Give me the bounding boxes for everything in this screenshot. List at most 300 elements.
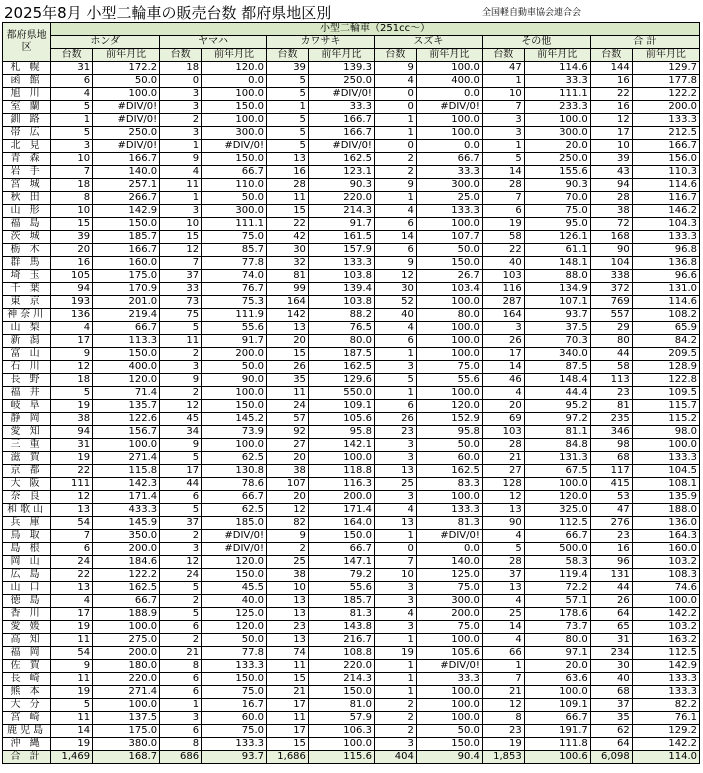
pref-name: 岩 手 [3,166,51,179]
yoy-cell: 380.0 [93,738,160,751]
yoy-cell: 131.0 [632,283,699,296]
yoy-cell: 133.3 [632,231,699,244]
yoy-cell: 115.6 [308,751,374,764]
units-cell: 11 [267,192,309,205]
units-cell: 19 [51,621,93,634]
units-cell: 22 [590,88,632,101]
units-cell: 16 [267,166,309,179]
units-cell: 104 [590,257,632,270]
maker-header: カワサキ [267,36,375,49]
yoy-cell: 103.4 [416,283,482,296]
units-cell: 7 [482,101,524,114]
units-cell: 8 [51,192,93,205]
yoy-cell: 325.0 [524,504,590,517]
units-cell: 287 [482,296,524,309]
units-cell: 26 [590,595,632,608]
units-cell: 3 [482,127,524,140]
units-cell: 24 [267,400,309,413]
yoy-cell: 162.5 [93,582,160,595]
yoy-header: 前年月比 [416,49,482,62]
yoy-cell: 133.3 [202,738,267,751]
units-cell: 16 [590,75,632,88]
yoy-cell: 96.6 [632,270,699,283]
yoy-cell: 95.8 [416,426,482,439]
pref-name: 栃 木 [3,244,51,257]
units-cell: 18 [51,374,93,387]
yoy-cell: 84.2 [632,335,699,348]
yoy-cell: 108.3 [632,569,699,582]
pref-name: 福 島 [3,218,51,231]
units-cell: 28 [482,439,524,452]
yoy-cell: 191.7 [524,725,590,738]
yoy-cell: 161.5 [308,231,374,244]
yoy-cell: 100.0 [202,439,267,452]
units-cell: 37 [160,270,202,283]
units-cell: 20 [482,400,524,413]
units-cell: 81 [590,400,632,413]
units-cell: 13 [482,504,524,517]
units-cell: 9 [51,348,93,361]
yoy-cell: 57.1 [524,595,590,608]
pref-name: 香 川 [3,608,51,621]
units-cell: 30 [374,283,416,296]
yoy-cell: 109.5 [632,387,699,400]
units-cell: 2 [374,699,416,712]
units-cell: 4 [482,387,524,400]
units-cell: 1 [160,140,202,153]
yoy-cell: 166.7 [632,140,699,153]
yoy-cell: 91.7 [202,335,267,348]
yoy-cell: 162.5 [308,361,374,374]
units-cell: 0 [374,88,416,101]
units-cell: 1 [374,673,416,686]
units-cell: 6 [51,75,93,88]
units-cell: 42 [267,231,309,244]
total-row [3,751,700,764]
units-cell: 13 [267,322,309,335]
yoy-cell: 115.7 [632,400,699,413]
pref-name: 滋 賀 [3,452,51,465]
pref-name: 青 森 [3,153,51,166]
units-cell: 25 [482,608,524,621]
table-row [3,335,700,348]
table-row [3,322,700,335]
units-cell: 13 [51,582,93,595]
yoy-cell: 100.0 [202,114,267,127]
units-cell: 99 [267,283,309,296]
units-cell: 4 [482,634,524,647]
yoy-cell: 116.7 [632,192,699,205]
units-cell: 1,686 [267,751,309,764]
yoy-cell: 100.0 [416,686,482,699]
yoy-cell: 104.5 [632,465,699,478]
table-row [3,62,700,75]
yoy-cell: #DIV/0! [308,140,374,153]
table-row [3,192,700,205]
units-cell: 72 [590,218,632,231]
table-row [3,140,700,153]
yoy-cell: 33.3 [308,101,374,114]
pref-name: 福 岡 [3,647,51,660]
units-cell: 16 [51,257,93,270]
table-row [3,257,700,270]
yoy-cell: 271.4 [93,686,160,699]
units-cell: 24 [51,556,93,569]
units-cell: 346 [590,426,632,439]
yoy-cell: 177.8 [632,75,699,88]
pref-name: 兵 庫 [3,517,51,530]
yoy-cell: #DIV/0! [308,88,374,101]
units-cell: 30 [590,660,632,673]
yoy-cell: 139.4 [308,283,374,296]
units-cell: 7 [51,530,93,543]
units-cell: 10 [51,153,93,166]
yoy-cell: 108.1 [632,478,699,491]
table-row [3,270,700,283]
units-cell: 1,853 [482,751,524,764]
pref-name: 京 都 [3,465,51,478]
units-cell: 117 [590,465,632,478]
yoy-cell: 128.9 [632,361,699,374]
table-row [3,231,700,244]
units-cell: 26 [374,413,416,426]
yoy-cell: 180.0 [93,660,160,673]
yoy-cell: 119.4 [524,569,590,582]
yoy-cell: 100.0 [416,634,482,647]
units-cell: 20 [267,452,309,465]
units-header: 台数 [267,49,309,62]
yoy-cell: 122.2 [632,88,699,101]
units-cell: 5 [160,582,202,595]
units-cell: 3 [160,127,202,140]
yoy-cell: 111.1 [524,88,590,101]
units-cell: 12 [51,491,93,504]
units-cell: 39 [590,153,632,166]
pref-name: 三 重 [3,439,51,452]
table-row [3,530,700,543]
units-cell: 17 [51,608,93,621]
yoy-cell: 26.7 [416,270,482,283]
units-cell: 5 [482,543,524,556]
pref-name: 愛 知 [3,426,51,439]
yoy-cell: 184.6 [93,556,160,569]
units-cell: 94 [51,426,93,439]
pref-name: 大 分 [3,699,51,712]
yoy-cell: 60.0 [202,712,267,725]
yoy-cell: #DIV/0! [93,114,160,127]
yoy-cell: #DIV/0! [416,101,482,114]
units-cell: 12 [482,491,524,504]
units-cell: 23 [590,387,632,400]
units-cell: 19 [51,452,93,465]
units-cell: 34 [160,426,202,439]
units-cell: 3 [482,322,524,335]
yoy-cell: 44.4 [524,387,590,400]
units-cell: 12 [160,556,202,569]
units-cell: 96 [590,556,632,569]
yoy-cell: 133.3 [632,452,699,465]
units-cell: 12 [51,361,93,374]
maker-header: その他 [482,36,590,49]
yoy-cell: 0.0 [416,88,482,101]
yoy-cell: 97.1 [524,647,590,660]
yoy-cell: 300.0 [202,127,267,140]
pref-name: 奈 良 [3,491,51,504]
yoy-cell: 150.0 [202,101,267,114]
units-cell: 28 [267,179,309,192]
yoy-cell: 105.6 [308,413,374,426]
units-cell: 9 [374,179,416,192]
yoy-cell: 100.0 [416,296,482,309]
table-row [3,491,700,504]
yoy-cell: 100.0 [416,322,482,335]
units-cell: 3 [160,361,202,374]
units-cell: 2 [374,153,416,166]
yoy-cell: 164.0 [308,517,374,530]
yoy-cell: 75.0 [524,205,590,218]
yoy-cell: 145.9 [93,517,160,530]
yoy-cell: 97.2 [524,413,590,426]
yoy-cell: 116.3 [308,478,374,491]
yoy-cell: 100.0 [416,491,482,504]
units-cell: 12 [267,504,309,517]
yoy-cell: 79.2 [308,569,374,582]
yoy-cell: 87.5 [524,361,590,374]
yoy-cell: 77.8 [202,257,267,270]
table-row [3,517,700,530]
table-row [3,673,700,686]
units-cell: 6 [374,335,416,348]
yoy-cell: 136.0 [632,517,699,530]
units-cell: 7 [374,556,416,569]
units-cell: 3 [160,205,202,218]
units-cell: 4 [374,205,416,218]
units-cell: 4 [51,88,93,101]
yoy-cell: 266.7 [93,192,160,205]
units-cell: 2 [160,595,202,608]
table-row [3,504,700,517]
yoy-cell: 125.0 [202,608,267,621]
group-header: 小型二輪車（251cc～） [51,23,700,36]
units-cell: 3 [160,712,202,725]
yoy-cell: 100.0 [308,738,374,751]
units-cell: 1 [374,127,416,140]
units-cell: 7 [482,673,524,686]
table-row [3,725,700,738]
yoy-cell: 271.4 [93,452,160,465]
yoy-cell: 66.7 [202,491,267,504]
yoy-cell: 148.1 [524,257,590,270]
yoy-cell: 142.1 [308,439,374,452]
units-cell: 38 [267,569,309,582]
yoy-cell: 100.0 [93,88,160,101]
units-cell: 17 [267,725,309,738]
units-cell: 3 [374,361,416,374]
yoy-cell: 118.8 [308,465,374,478]
title-row [0,0,703,22]
units-cell: 9 [160,439,202,452]
pref-name: 帯 広 [3,127,51,140]
yoy-cell: 55.6 [416,374,482,387]
units-cell: 43 [590,166,632,179]
maker-header: スズキ [374,36,482,49]
pref-name: 鳥 取 [3,530,51,543]
yoy-cell: 250.0 [524,153,590,166]
units-cell: 37 [590,699,632,712]
yoy-cell: 250.0 [93,127,160,140]
yoy-cell: 171.4 [93,491,160,504]
units-header: 台数 [160,49,202,62]
units-cell: 1 [374,192,416,205]
table-row [3,699,700,712]
units-cell: 38 [51,413,93,426]
table-row [3,361,700,374]
yoy-cell: 100.0 [308,452,374,465]
yoy-cell: 100.0 [632,439,699,452]
yoy-cell: 0.0 [416,140,482,153]
units-cell: 0 [374,543,416,556]
units-cell: 35 [590,712,632,725]
yoy-cell: 133.3 [632,114,699,127]
yoy-cell: 133.3 [202,660,267,673]
yoy-cell: 120.0 [416,400,482,413]
units-cell: 64 [590,608,632,621]
table-row [3,595,700,608]
units-cell: 1 [482,75,524,88]
yoy-cell: 115.2 [632,413,699,426]
units-cell: 98 [590,439,632,452]
yoy-cell: 126.1 [524,231,590,244]
units-cell: 4 [160,166,202,179]
yoy-cell: 123.1 [308,166,374,179]
units-cell: 30 [267,244,309,257]
pref-name: 和歌山 [3,504,51,517]
yoy-cell: 100.0 [416,114,482,127]
units-cell: 6,098 [590,751,632,764]
yoy-cell: 81.3 [416,517,482,530]
yoy-cell: 81.0 [308,699,374,712]
yoy-cell: 66.7 [93,322,160,335]
units-cell: 5 [51,127,93,140]
yoy-cell: 104.3 [632,218,699,231]
yoy-cell: 103.2 [632,556,699,569]
yoy-cell: 148.4 [524,374,590,387]
table-row [3,218,700,231]
yoy-cell: 175.0 [93,725,160,738]
units-cell: 94 [590,179,632,192]
yoy-cell: 200.0 [308,491,374,504]
units-cell: 12 [482,699,524,712]
units-cell: 31 [51,62,93,75]
yoy-cell: 500.0 [524,543,590,556]
units-cell: 81 [267,270,309,283]
units-cell: 82 [267,517,309,530]
table-row [3,426,700,439]
units-cell: 5 [267,75,309,88]
units-cell: 12 [374,270,416,283]
units-cell: 6 [374,244,416,257]
yoy-cell: 71.4 [93,387,160,400]
yoy-cell: 185.7 [93,231,160,244]
yoy-cell: 75.3 [202,296,267,309]
yoy-cell: 125.0 [416,569,482,582]
units-cell: 1 [482,660,524,673]
yoy-cell: 75.0 [416,621,482,634]
yoy-cell: 400.0 [93,361,160,374]
units-cell: 111 [51,478,93,491]
pref-name: 山 梨 [3,322,51,335]
units-cell: 5 [160,608,202,621]
yoy-cell: 50.0 [416,244,482,257]
table-row [3,296,700,309]
yoy-cell: 188.9 [93,608,160,621]
units-cell: 21 [482,686,524,699]
units-cell: 29 [590,322,632,335]
units-cell: 40 [374,309,416,322]
yoy-cell: 58.3 [524,556,590,569]
units-cell: 21 [482,452,524,465]
yoy-cell: #DIV/0! [93,140,160,153]
units-cell: 21 [160,647,202,660]
yoy-cell: 214.3 [308,673,374,686]
units-cell: 20 [267,335,309,348]
units-cell: 107 [267,478,309,491]
yoy-cell: 188.0 [632,504,699,517]
yoy-header: 前年月比 [632,49,699,62]
yoy-cell: 150.0 [202,673,267,686]
yoy-cell: #DIV/0! [416,530,482,543]
pref-name: 群 馬 [3,257,51,270]
pref-header: 都府県地区 [3,23,51,62]
units-cell: 103 [482,426,524,439]
yoy-cell: 33.3 [524,75,590,88]
units-cell: 3 [160,88,202,101]
yoy-cell: 45.5 [202,582,267,595]
yoy-cell: 120.0 [524,491,590,504]
units-cell: 13 [267,608,309,621]
units-cell: 7 [51,166,93,179]
units-cell: 136 [51,309,93,322]
units-cell: 404 [374,751,416,764]
units-cell: 6 [374,218,416,231]
yoy-cell: 106.3 [308,725,374,738]
units-cell: 6 [160,673,202,686]
pref-name: 宮 城 [3,179,51,192]
table-row [3,114,700,127]
yoy-cell: 340.0 [524,348,590,361]
yoy-cell: 70.3 [524,335,590,348]
organization-name: 全国軽自動車協会連合会 [482,8,582,18]
units-cell: 5 [267,127,309,140]
yoy-cell: 109.1 [524,699,590,712]
yoy-cell: 66.7 [308,543,374,556]
units-cell: 15 [51,218,93,231]
units-cell: 15 [267,673,309,686]
units-cell: 31 [590,634,632,647]
yoy-cell: 209.5 [632,348,699,361]
yoy-cell: 162.5 [308,153,374,166]
yoy-cell: 105.6 [416,647,482,660]
yoy-cell: 73.9 [202,426,267,439]
yoy-cell: 114.6 [524,62,590,75]
yoy-cell: 111.9 [202,309,267,322]
yoy-cell: 200.0 [416,608,482,621]
units-cell: 37 [482,569,524,582]
yoy-cell: 142.2 [632,608,699,621]
units-cell: 28 [482,179,524,192]
units-cell: 235 [590,413,632,426]
units-cell: 2 [160,634,202,647]
